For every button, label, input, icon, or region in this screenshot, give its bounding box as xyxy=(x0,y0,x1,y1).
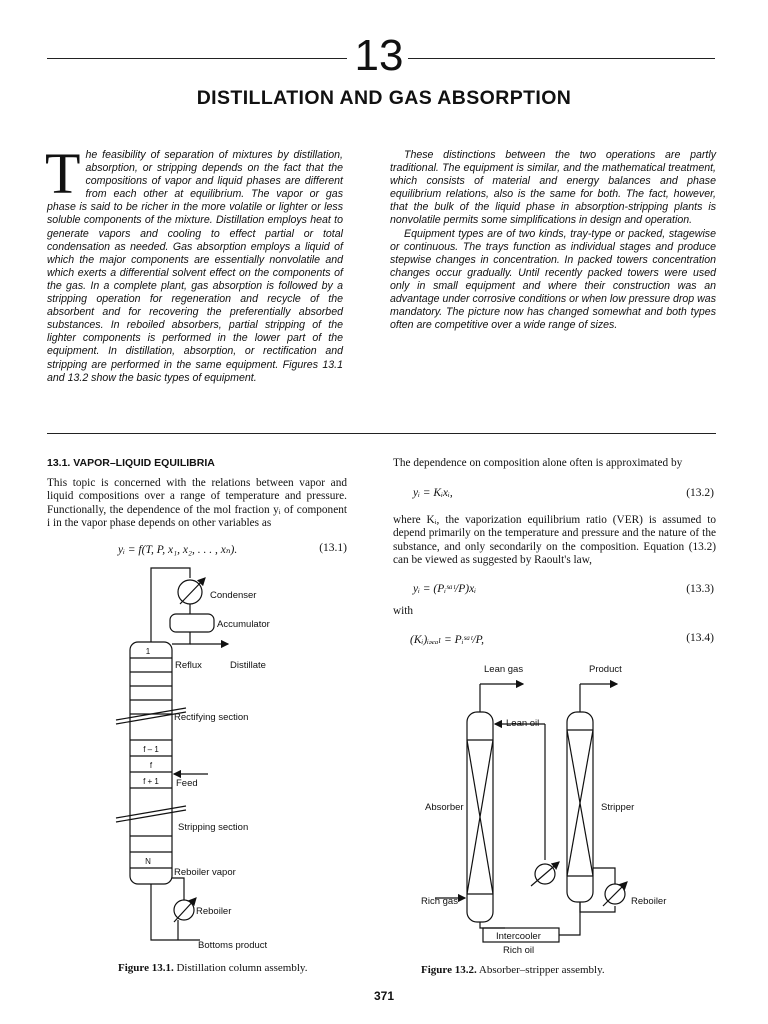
equation-13-1: yᵢ = f(T, P, x₁, x₂, . . . , xₙ). xyxy=(118,544,238,556)
header-rule-right xyxy=(408,58,715,59)
equation-13-3-number: (13.3) xyxy=(686,583,714,595)
tray-label-n: N xyxy=(145,857,151,866)
equation-13-2-number: (13.2) xyxy=(686,487,714,499)
label-stripping-section: Stripping section xyxy=(178,822,249,833)
label-lean-gas: Lean gas xyxy=(484,664,524,675)
figure-2-caption-text: Absorber–stripper assembly. xyxy=(478,964,605,976)
chapter-title: DISTILLATION AND GAS ABSORPTION xyxy=(196,87,572,109)
tray-label-f-plus-1: f + 1 xyxy=(143,777,159,786)
label-stripper: Stripper xyxy=(601,802,635,813)
equation-13-3: yᵢ = (Pᵢˢᵃᵗ/P)xᵢ xyxy=(413,583,477,595)
equation-13-2: yᵢ = Kᵢxᵢ, xyxy=(413,487,453,499)
label-intercooler: Intercooler xyxy=(496,931,541,942)
section-heading: 13.1. VAPOR–LIQUID EQUILIBRIA xyxy=(47,457,215,469)
figure-2-caption xyxy=(421,964,605,976)
label-rich-oil: Rich oil xyxy=(503,945,535,956)
label-reboiler-vapor: Reboiler vapor xyxy=(174,867,236,878)
label-rectifying-section: Rectifying section xyxy=(174,712,249,723)
label-reflux: Reflux xyxy=(175,660,202,671)
equation-13-4: (Kᵢ)ᵢₔₑₐₗ = Pᵢˢᵃᵗ/P, xyxy=(410,634,485,646)
accumulator-icon xyxy=(170,614,214,632)
label-reboiler: Reboiler xyxy=(196,906,232,917)
label-reboiler: Reboiler xyxy=(631,896,667,907)
label-absorber: Absorber xyxy=(425,802,464,813)
label-accumulator: Accumulator xyxy=(217,619,270,630)
section-right-paragraph-1: The dependence on composition alone often is approximated by xyxy=(393,457,683,469)
intro-left-text: he feasibility of separation of mixtures by distillation, absorption, or stripping depends on the fact that the compositions of vapor and liquid phases are different from each other at equilibrium. The vapor or gas phase is said to be richer in the more volatile or lighter or less soluble components of the mixture. Distillation employs heat to generate vapors and cooling to effect partial or total condensation as needed. Gas absorption employs a liquid of which the major components are essentially nonvolatile and which exerts a differential solvent effect on the components of the gas. In a complete plant, gas absorption is followed by a stripping operation for regeneration and recycle of the absorbent and for recovering the preferentially absorbed substances. In reboiled absorbers, partial stripping of the lighter components is performed in the lower part of the equipment. In distillation, absorption, or rectification and stripping are performed in the same equipment. Figures 13.1 and 13.2 show the basic types of equipment. xyxy=(47,149,343,384)
section-right-paragraph-2: where Kᵢ, the vaporization equilibrium ratio (VER) is assumed to depend primarily on the temperature and pressure and the nature of the substance, and only secondarily on the composition. Equation (13.2) can be viewed as suggested by Raoult's law, xyxy=(393,514,716,567)
section-left-paragraph: This topic is concerned with the relations between vapor and liquid compositions over a range of temperature and pressure. Functionally, the dependence of the mol fraction yᵢ of component i in the vapor phase depends on other variables as xyxy=(47,477,347,530)
figure-1-caption-label: Figure 13.1. xyxy=(118,962,174,974)
stripper-column xyxy=(567,712,593,902)
label-bottoms-product: Bottoms product xyxy=(198,940,268,951)
label-product: Product xyxy=(589,664,622,675)
label-distillate: Distillate xyxy=(230,660,266,671)
intro-right-paragraph-2: Equipment types are of two kinds, tray-type or packed, stagewise or continuous. The trays function as individual stages and produce stepwise changes in concentration. In packed towers concentration changes occur gradually. Until recently packed towers were used only in small equipment and where their construction was an advantage under corrosive conditions or when low pressure drop was mandatory. The picture now has changed somewhat and both types often are competitive over a wide range of sizes. xyxy=(390,227,716,332)
figure-distillation-column xyxy=(90,560,350,960)
header-rule-left xyxy=(47,58,347,59)
drop-cap: T xyxy=(45,141,81,206)
tray-label-f: f xyxy=(149,761,153,770)
chapter-number: 13 xyxy=(354,31,404,80)
figure-absorber-stripper xyxy=(405,650,695,960)
with-text: with xyxy=(393,605,414,617)
intro-right-paragraph-1: These distinctions between the two operations are partly traditional. The equipment is similar, and the mathematical treatment, which consists of material and energy balances and phase equilibrium relations, also is the same for both. The fact, however, that the bulk of the liquid phase in absorption-stripping plants is nonvolatile permits some simplifications in design and operation. xyxy=(390,149,716,227)
label-condenser: Condenser xyxy=(210,590,257,601)
intro-left-column xyxy=(45,141,343,385)
equation-13-1-number: (13.1) xyxy=(319,542,347,554)
section-divider xyxy=(47,433,716,434)
figure-2-caption-label: Figure 13.2. xyxy=(421,964,477,976)
figure-1-caption xyxy=(118,962,307,974)
figure-1-caption-text: Distillation column assembly. xyxy=(176,962,308,974)
tray-label-f-minus-1: f – 1 xyxy=(143,745,159,754)
equation-13-4-number: (13.4) xyxy=(686,632,714,644)
condenser-icon xyxy=(178,580,202,604)
label-lean-oil: Lean oil xyxy=(506,718,540,729)
page-number: 371 xyxy=(373,989,395,1003)
intro-right-column xyxy=(390,149,716,332)
label-feed: Feed xyxy=(176,778,198,789)
tray-label-1: 1 xyxy=(145,647,151,656)
label-rich-gas: Rich gas xyxy=(421,896,458,907)
